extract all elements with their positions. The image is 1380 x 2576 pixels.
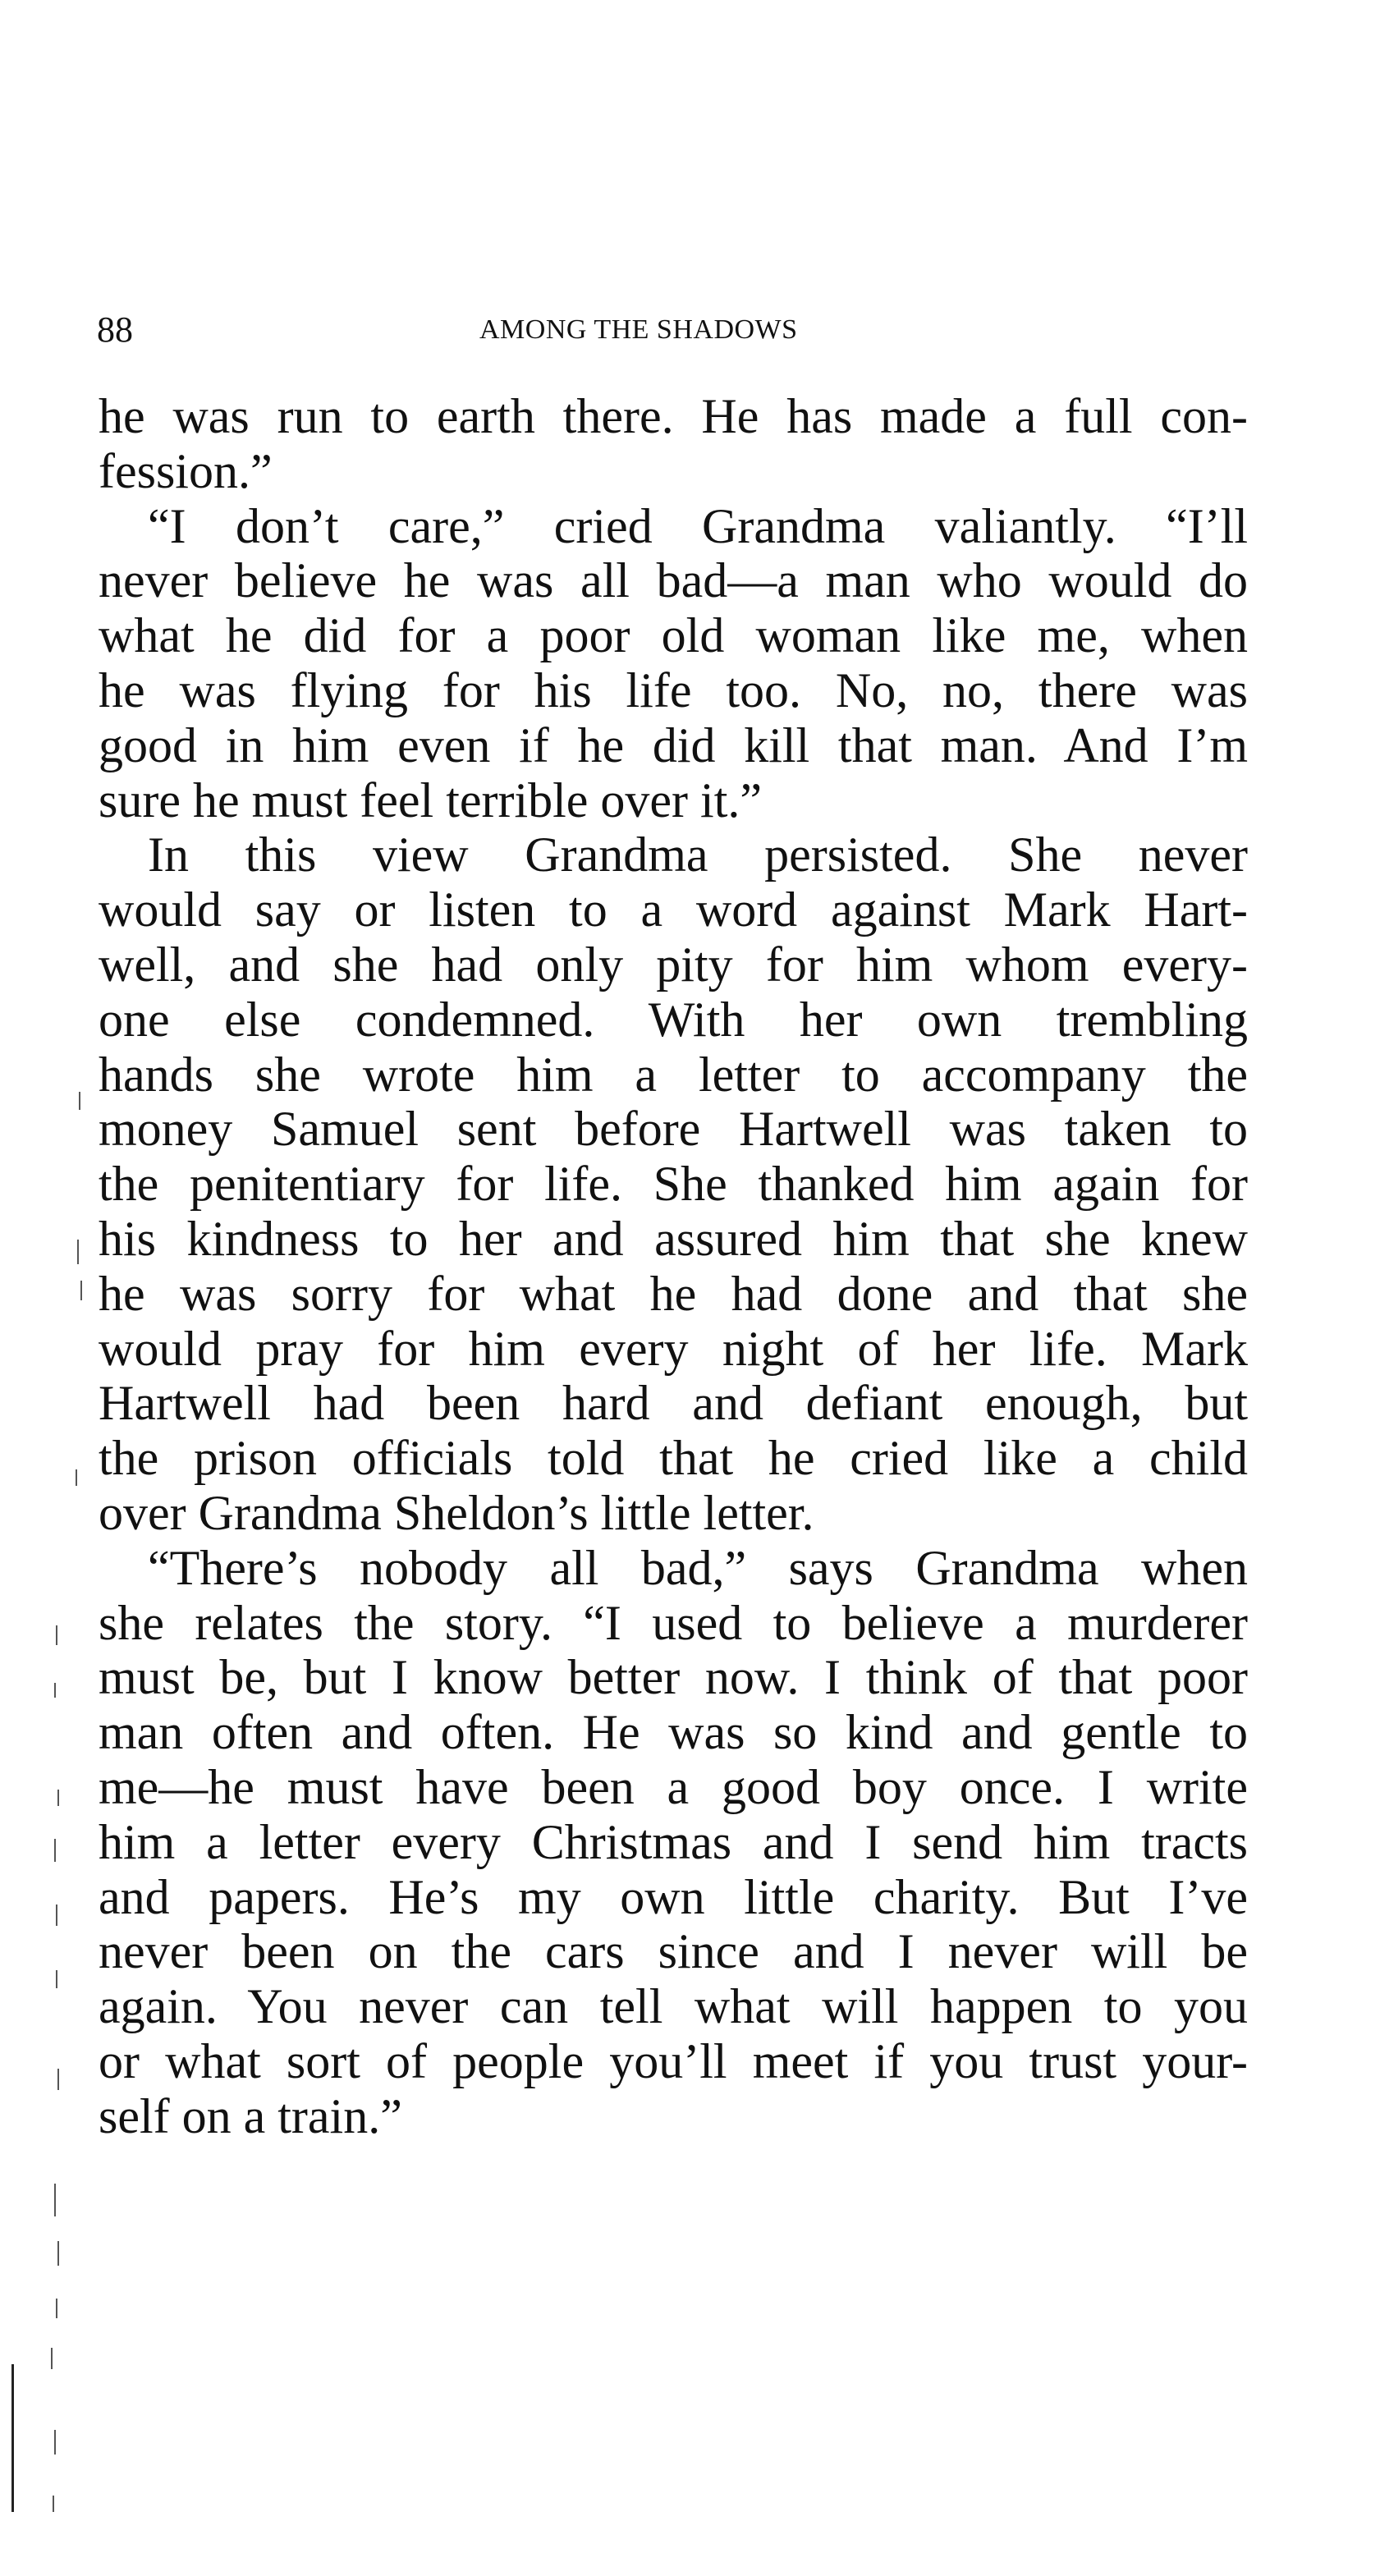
scan-artifact-mark <box>56 1904 57 1926</box>
running-title: AMONG THE SHADOWS <box>479 314 798 345</box>
body-text <box>99 389 1248 2144</box>
text-line: must be, but I know better now. I think of that poor <box>99 1650 1248 1705</box>
paragraph-first-line: “I don’t care,” cried Grandma valiantly. “I’ll <box>148 498 1248 553</box>
text-line: fession.” <box>99 443 273 498</box>
paragraph-first-line: In this view Grandma persisted. She never <box>148 827 1248 882</box>
scan-artifact-mark <box>57 1790 59 1806</box>
text-line: or what sort of people you’ll meet if you trust your- <box>99 2033 1248 2088</box>
text-line: sure he must feel terrible over it.” <box>99 772 763 827</box>
scan-artifact-mark <box>11 2364 14 2512</box>
scan-artifact-mark <box>57 2069 59 2090</box>
text-line: well, and she had only pity for him whom every- <box>99 937 1248 992</box>
scan-artifact-mark <box>76 1469 77 1486</box>
text-line: she relates the story. “I used to believe a murderer <box>99 1595 1248 1650</box>
text-line: him a letter every Christmas and I send him tracts <box>99 1814 1248 1869</box>
text-line: hands she wrote him a letter to accompany the <box>99 1047 1248 1102</box>
scan-artifact-mark <box>56 2299 57 2318</box>
text-line: he was sorry for what he had done and that she <box>99 1266 1248 1321</box>
text-line: would pray for him every night of her life. Mark <box>99 1321 1248 1376</box>
text-line: one else condemned. With her own trembling <box>99 992 1248 1047</box>
text-line: money Samuel sent before Hartwell was taken to <box>99 1102 1248 1157</box>
paragraph-first-line: “There’s nobody all bad,” says Grandma when <box>148 1540 1248 1595</box>
scan-artifact-mark <box>56 1625 57 1645</box>
text-line: never believe he was all bad—a man who would do <box>99 553 1248 608</box>
text-line: man often and often. He was so kind and gentle to <box>99 1705 1248 1760</box>
text-line: he was flying for his life too. No, no, there was <box>99 662 1248 717</box>
scan-artifact-mark <box>54 2430 56 2455</box>
text-line: good in him even if he did kill that man. And I’m <box>99 717 1248 772</box>
scan-artifact-mark <box>54 2184 56 2216</box>
text-line: me—he must have been a good boy once. I write <box>99 1759 1248 1814</box>
scan-artifact-mark <box>57 2241 59 2266</box>
text-line: the penitentiary for life. She thanked him again for <box>99 1157 1248 1212</box>
scan-artifact-mark <box>54 1839 56 1862</box>
text-line: the prison officials told that he cried like a child <box>99 1431 1248 1486</box>
scan-artifact-mark <box>80 1281 82 1300</box>
scan-artifact-mark <box>79 1092 80 1110</box>
text-line: what he did for a poor old woman like me, when <box>99 608 1248 663</box>
text-line: and papers. He’s my own little charity. But I’ve <box>99 1869 1248 1924</box>
text-line: Hartwell had been hard and defiant enough, but <box>99 1376 1248 1431</box>
scan-artifact-mark <box>51 2348 53 2369</box>
text-line: he was run to earth there. He has made a full con- <box>99 389 1248 443</box>
running-head <box>97 305 1254 355</box>
text-line: over Grandma Sheldon’s little letter. <box>99 1485 814 1540</box>
text-line: never been on the cars since and I never will be <box>99 1924 1248 1979</box>
text-line: self on a train.” <box>99 2088 402 2143</box>
scan-margin-marks <box>0 0 99 2576</box>
scan-artifact-mark <box>54 1683 56 1698</box>
page-number: 88 <box>97 309 133 350</box>
text-line: his kindness to her and assured him that she knew <box>99 1211 1248 1266</box>
scan-artifact-mark <box>77 1240 79 1264</box>
scan-artifact-mark <box>53 2496 54 2512</box>
text-line: again. You never can tell what will happen to you <box>99 1979 1248 2034</box>
text-line: would say or listen to a word against Mark Hart- <box>99 882 1248 937</box>
scan-artifact-mark <box>56 1970 57 1988</box>
